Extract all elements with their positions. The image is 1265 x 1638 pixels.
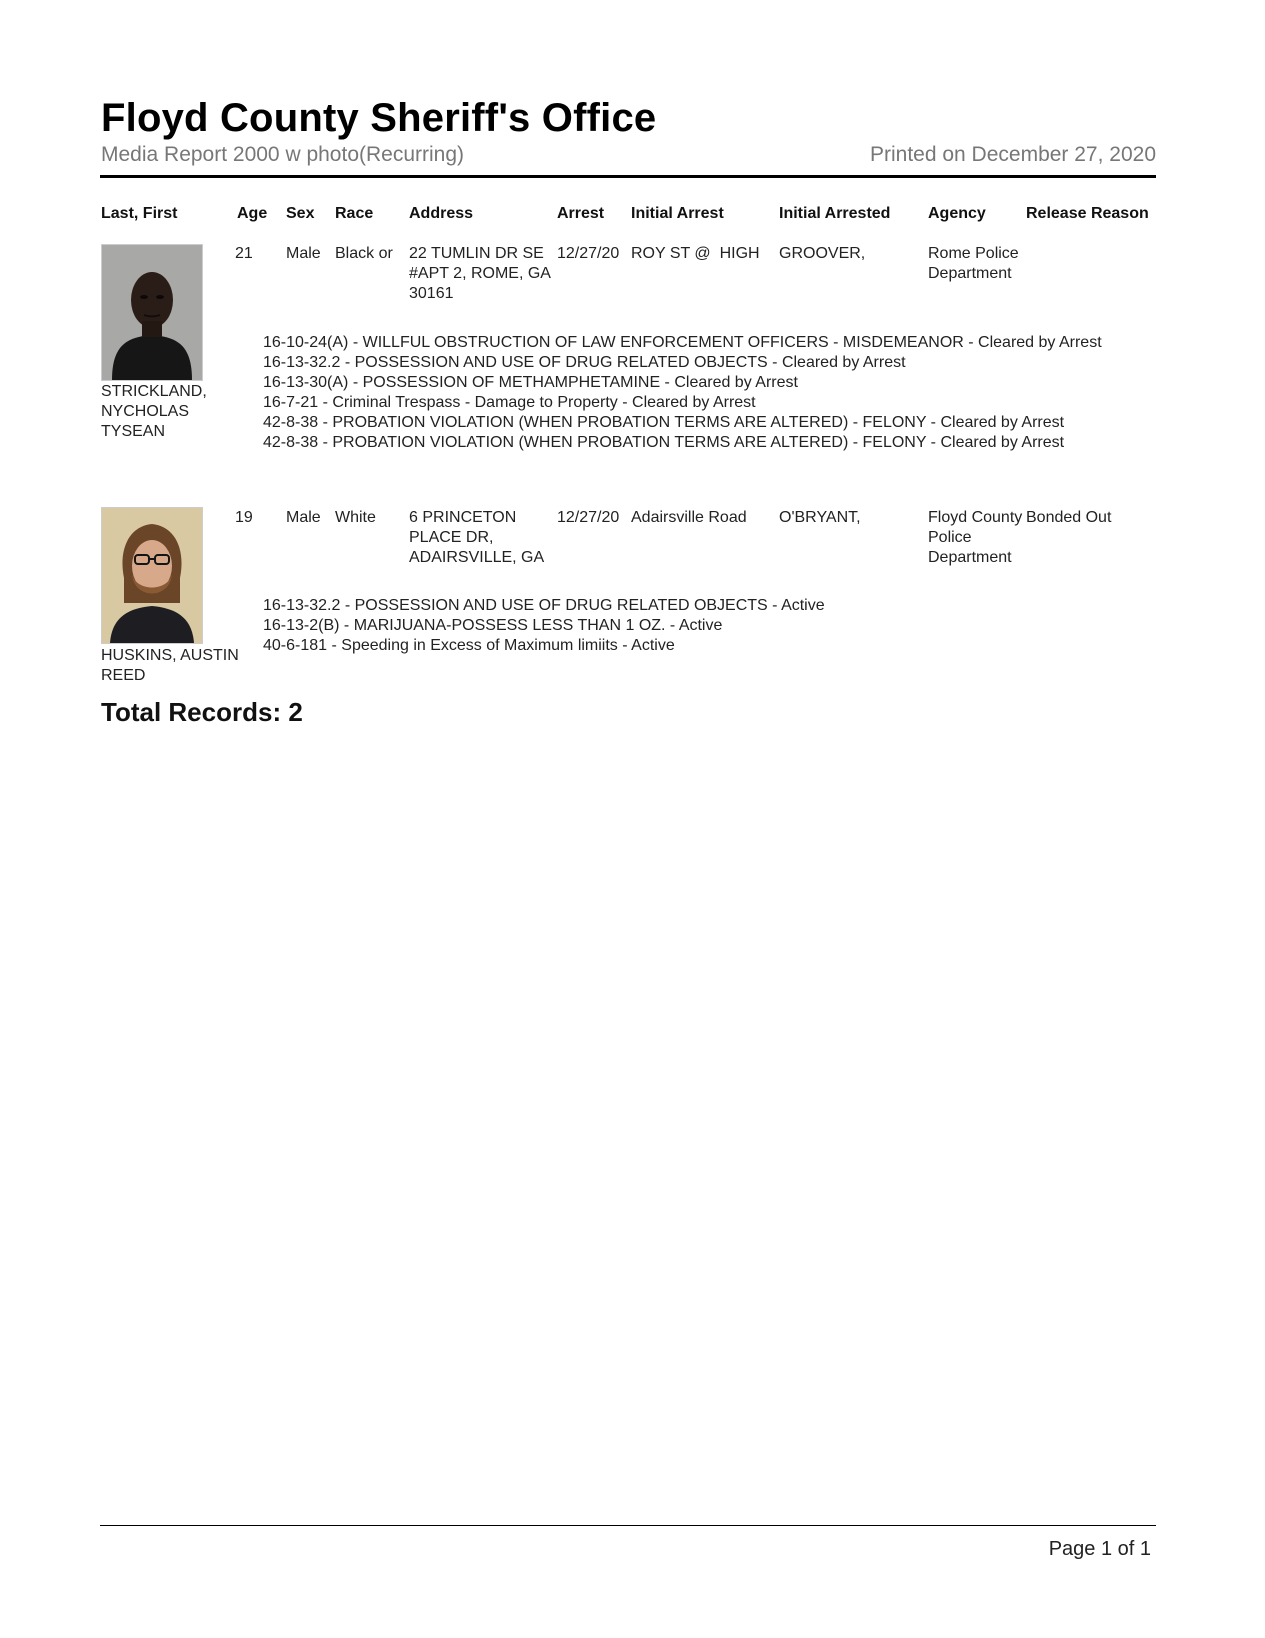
record-1-address: 22 TUMLIN DR SE #APT 2, ROME, GA 30161 — [409, 245, 551, 302]
record-2-initial-arrest: Adairsville Road — [631, 509, 747, 526]
footer-rule — [100, 1525, 1156, 1526]
record-2-arrest-date: 12/27/20 — [557, 509, 620, 526]
charge-item: 16-7-21 - Criminal Trespass - Damage to Property - Cleared by Arrest — [263, 394, 756, 411]
printed-date: Printed on December 27, 2020 — [869, 143, 1156, 166]
charge-item: 16-10-24(A) - WILLFUL OBSTRUCTION OF LAW ENFORCEMENT OFFICERS - MISDEMEANOR - Cleared by Arrest — [263, 334, 1102, 351]
mugshot-1-image — [102, 245, 202, 380]
mugshot-2-image — [102, 508, 202, 643]
charge-item: 42-8-38 - PROBATION VIOLATION (WHEN PROBATION TERMS ARE ALTERED) - FELONY - Cleared by Arrest — [263, 434, 1065, 451]
charge-item: 16-13-2(B) - MARIJUANA-POSSESS LESS THAN 1 OZ. - Active — [263, 617, 723, 634]
record-1-sex: Male — [286, 245, 321, 262]
col-header-name: Last, First — [101, 205, 178, 222]
record-1-initial-arrested: GROOVER, — [779, 245, 866, 262]
record-1-charges — [263, 333, 1102, 453]
record-1-name: STRICKLAND, NYCHOLAS TYSEAN — [101, 383, 207, 440]
record-1-agency: Rome Police Department — [928, 245, 1019, 282]
record-1-initial-arrest: ROY ST @ HIGH — [631, 245, 760, 262]
report-title: Floyd County Sheriff's Office — [101, 96, 657, 140]
report-subtitle: Media Report 2000 w photo(Recurring) — [101, 143, 465, 166]
charge-item: 42-8-38 - PROBATION VIOLATION (WHEN PROBATION TERMS ARE ALTERED) - FELONY - Cleared by Arrest — [263, 414, 1065, 431]
record-2-age: 19 — [235, 509, 253, 526]
record-2-charges — [263, 596, 825, 656]
col-header-sex: Sex — [286, 205, 315, 222]
record-1-arrest-date: 12/27/20 — [557, 245, 620, 262]
charge-item: 16-13-32.2 - POSSESSION AND USE OF DRUG RELATED OBJECTS - Active — [263, 597, 825, 614]
charge-item: 16-13-30(A) - POSSESSION OF METHAMPHETAMINE - Cleared by Arrest — [263, 374, 798, 391]
mugshot-photo — [101, 507, 203, 644]
record-2-name: HUSKINS, AUSTIN REED — [101, 647, 239, 684]
record-2-race: White — [335, 509, 376, 526]
record-1-age: 21 — [235, 245, 253, 262]
col-header-agency: Agency — [928, 205, 986, 222]
record-2-address: 6 PRINCETON PLACE DR, ADAIRSVILLE, GA — [409, 509, 545, 566]
mugshot-photo — [101, 244, 203, 381]
col-header-initial-arrested: Initial Arrested — [779, 205, 891, 222]
record-2-agency: Floyd County Police Department — [928, 509, 1023, 566]
header-rule — [100, 175, 1156, 178]
col-header-age: Age — [237, 205, 268, 222]
page-number: Page 1 of 1 — [1048, 1538, 1151, 1560]
charge-item: 40-6-181 - Speeding in Excess of Maximum limiits - Active — [263, 637, 675, 654]
col-header-arrest: Arrest — [557, 205, 605, 222]
col-header-initial-arrest: Initial Arrest — [631, 205, 724, 222]
record-2-sex: Male — [286, 509, 321, 526]
record-2-initial-arrested: O'BRYANT, — [779, 509, 861, 526]
record-1-race: Black or — [335, 245, 393, 262]
record-2-release-reason: Bonded Out — [1026, 509, 1112, 526]
col-header-address: Address — [409, 205, 474, 222]
total-records: Total Records: 2 — [101, 697, 303, 727]
col-header-race: Race — [335, 205, 374, 222]
charge-item: 16-13-32.2 - POSSESSION AND USE OF DRUG RELATED OBJECTS - Cleared by Arrest — [263, 354, 906, 371]
col-header-release-reason: Release Reason — [1026, 205, 1149, 222]
